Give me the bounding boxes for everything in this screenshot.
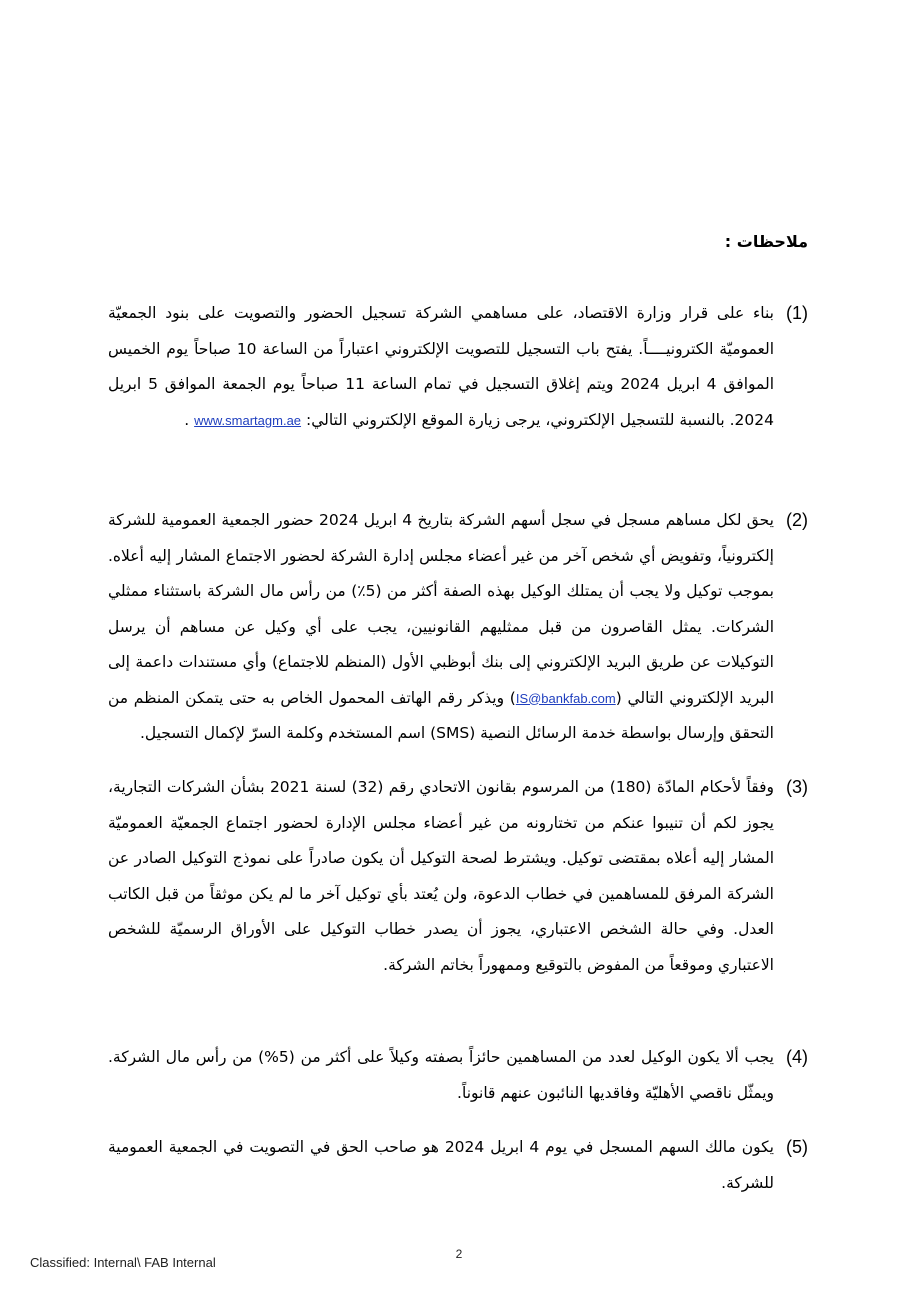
note-text xyxy=(108,296,774,438)
note-number: (1) xyxy=(785,303,808,323)
note-text: يجب ألا يكون الوكيل لعدد من المساهمين حائزاً بصفته وكيلاً على أكثر من (5%) من رأس مال الشركة. ويمثّل ناقصي الأهليّة وفاقديها النائبون عنهم قانوناً. xyxy=(108,1048,774,1102)
page-number: 2 xyxy=(455,1247,463,1261)
note-text xyxy=(108,503,774,752)
note-number: (2) xyxy=(785,510,808,530)
note-text: وفقاً لأحكام المادّة (180) من المرسوم بقانون الاتحادي رقم (32) لسنة 2021 بشأن الشركات التجارية، يجوز لكم أن تنيبوا عنكم من تختارونه من غير أعضاء مجلس الإدارة لحضور اجتماع الجمعيّة العموميّة المشار إليه أعلاه بمقتضى توكيل. ويشترط لصحة التوكيل أن يكون صادراً على نموذج التوكيل الصادر عن الشركة المرفق للمساهمين في خطاب الدعوة، ولن يُعتد بأي توكيل آخر ما لم يكن موثقاً من قبل الكاتب العدل. وفي حالة الشخص الاعتباري، يجوز أن يصدر خطاب التوكيل على الأوراق الرسميّة للشخص الاعتباري وموقعاً من المفوض بالتوقيع وممهوراً بخاتم الشركة. xyxy=(108,778,774,974)
note-2 xyxy=(108,503,808,752)
note-text-end: ) ويذكر رقم الهاتف المحمول الخاص به حتى يتمكن المنظم من التحقق وإرسال بواسطة خدمة الرسائل النصية (SMS) اسم المستخدم وكلمة السرّ لإكمال التسجيل. xyxy=(108,688,774,742)
email-link[interactable]: IS@bankfab.com xyxy=(515,690,616,706)
note-number: (3) xyxy=(785,777,808,797)
note-5 xyxy=(108,1130,808,1201)
website-link[interactable]: www.smartagm.ae xyxy=(194,412,302,428)
notes-heading: ملاحظات : xyxy=(724,232,808,251)
note-text-main: بناء على قرار وزارة الاقتصاد، على مساهمي الشركة تسجيل الحضور والتصويت على بنود الجمعيّة العموميّة الكترونيــــاً. يفتح باب التسجيل للتصويت الإلكتروني اعتباراً من الساعة 10 صباحاً يوم الخميس الموافق 4 ابريل 2024 ويتم إغلاق التسجيل في تمام الساعة 11 صباحاً يوم الجمعة الموافق 5 ابريل 2024. بالنسبة للتسجيل الإلكتروني، يرجى زيارة الموقع الإلكتروني التالي: xyxy=(108,304,775,429)
note-4 xyxy=(108,1040,808,1111)
note-3 xyxy=(108,770,808,983)
note-text: يكون مالك السهم المسجل في يوم 4 ابريل 2024 هو صاحب الحق في التصويت في الجمعية العمومية للشركة. xyxy=(108,1138,774,1192)
note-1 xyxy=(108,296,808,438)
note-number: (4) xyxy=(785,1047,808,1067)
note-text-main: يحق لكل مساهم مسجل في سجل أسهم الشركة بتاريخ 4 ابريل 2024 حضور الجمعية العمومية للشركة إلكترونياً، وتفويض أي شخص آخر من غير أعضاء مجلس إدارة الشركة لحضور الاجتماع المشار إليه أعلاه. بموجب توكيل ولا يجب أن يمتلك الوكيل بهذه الصفة أكثر من (5٪) من رأس مال الشركة باستثناء ممثلي الشركات. يمثل القاصرون من قبل ممثليهم القانونيين، يجب على أي وكيل عن مساهم أن يرسل التوكيلات عن طريق البريد الإلكتروني إلى بنك أبوظبي الأول (المنظم للاجتماع) وأي مستندات داعمة إلى البريد الإلكتروني التالي ( xyxy=(108,511,774,707)
note-number: (5) xyxy=(785,1137,808,1157)
note-text-end: . xyxy=(184,410,195,429)
classification-label: Classified: Internal\ FAB Internal xyxy=(30,1255,216,1270)
